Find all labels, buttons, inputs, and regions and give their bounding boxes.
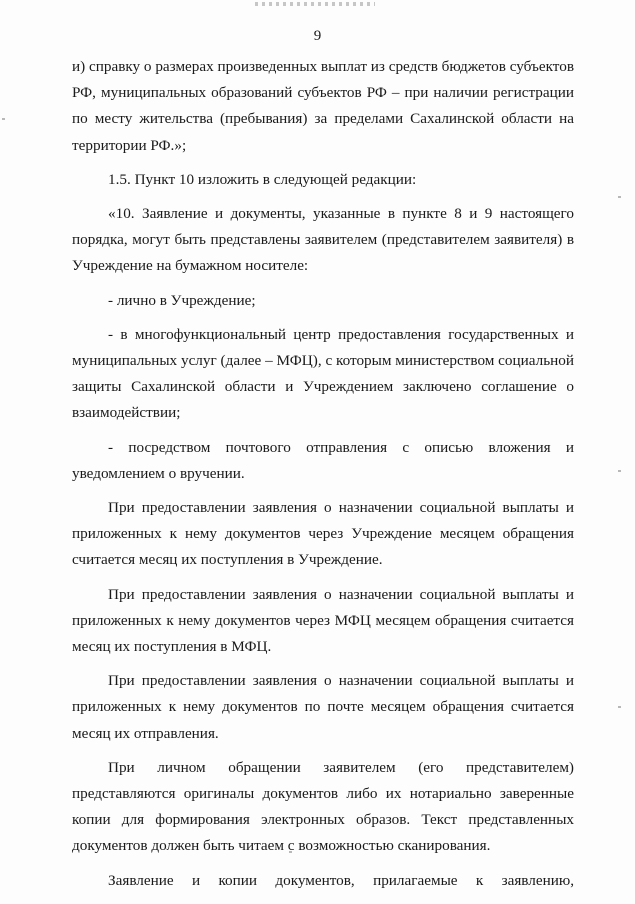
paragraph-amendment-1-5: 1.5. Пункт 10 изложить в следующей редакции: — [108, 170, 417, 188]
scan-speck — [618, 470, 621, 472]
body-text — [72, 54, 574, 902]
paragraph-via-institution: При предоставлении заявления о назначении социальной выплаты и приложенных к нему документов через Учреждение месяцем обращения считается месяц их поступления в Учреждение. — [72, 499, 574, 569]
list-item-mfc: - в многофункциональный центр предоставления государственных и муниципальных услуг (далее – МФЦ), с которым министерством социальной защиты Сахалинской области и Учреждением заключено соглашение о взаимодействии; — [72, 325, 574, 422]
page-number: 9 — [313, 28, 322, 44]
scan-speck — [618, 706, 621, 708]
paragraph-point-10: «10. Заявление и документы, указанные в пункте 8 и 9 настоящего порядка, могут быть представлены заявителем (представителем заявителя) в Учреждение на бумажном носителе: — [72, 205, 574, 275]
list-item-in-person: - лично в Учреждение; — [108, 291, 256, 309]
scan-speck — [2, 118, 5, 120]
paragraph-via-post: При предоставлении заявления о назначении социальной выплаты и приложенных к нему документов по почте месяцем обращения считается месяц их отправления. — [72, 672, 574, 742]
list-item-postal: - посредством почтового отправления с описью вложения и уведомлением о вручении. — [72, 438, 574, 482]
paragraph-personal-visit: При личном обращении заявителем (его представителем) представляются оригиналы документов либо их нотариально заверенные копии для формирования электронных образов. Текст представленных документов должен быть читаем с возможностью сканирования. — [72, 758, 574, 855]
scan-speck — [618, 196, 621, 198]
paragraph-via-mfc: При предоставлении заявления о назначении социальной выплаты и приложенных к нему документов через МФЦ месяцем обращения считается месяц их поступления в МФЦ. — [72, 585, 574, 656]
paragraph-application-copies: Заявление и копии документов, прилагаемые к заявлению, — [108, 871, 574, 889]
scan-artifact — [255, 2, 375, 6]
paragraph-item-i: и) справку о размерах произведенных выплат из средств бюджетов субъектов РФ, муниципальных образований субъектов РФ – при наличии регистрации по месту жительства (пребывания) за пределами Сахалинской области на территории РФ.»; — [72, 58, 574, 154]
